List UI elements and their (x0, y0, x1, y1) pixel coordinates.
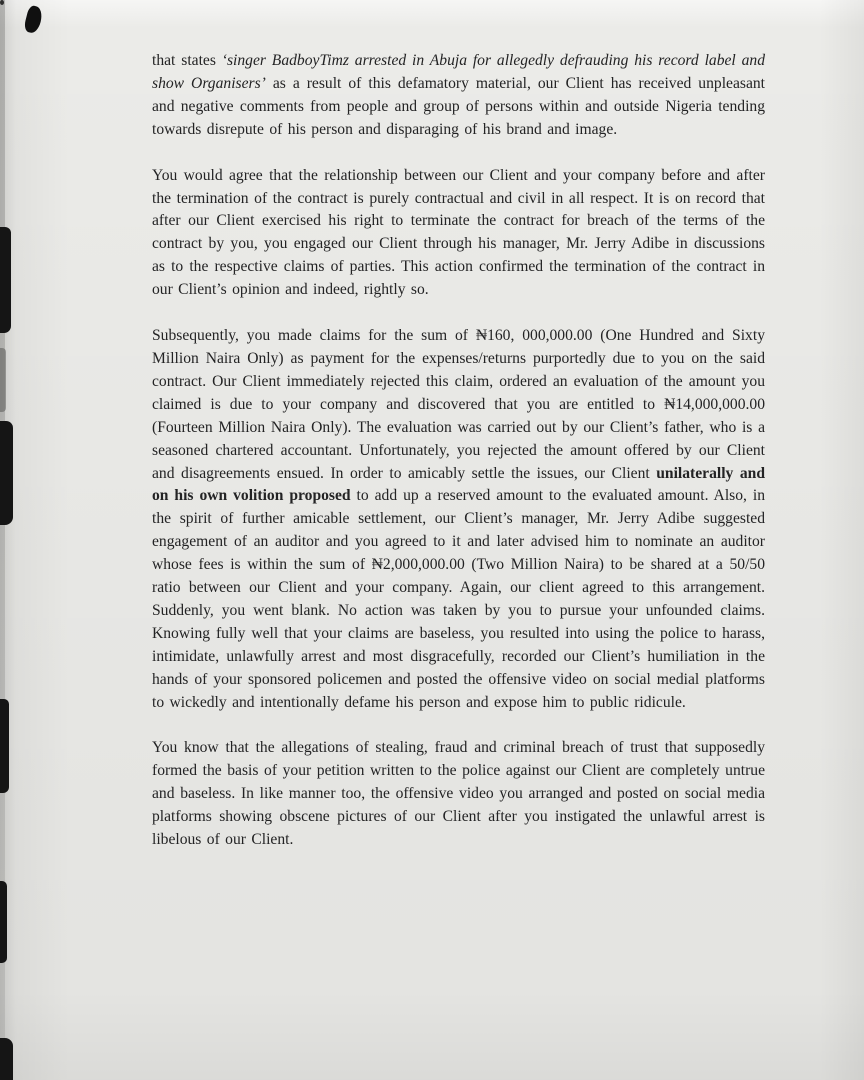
text-run-italic: ‘singer BadboyTimz arrested in Abuja for allegedly defrauding his record label and show Organisers’ (152, 52, 765, 92)
text-run-normal: that states (152, 52, 222, 69)
text-run-normal: to add up a reserved amount to the evaluated amount. Also, in the spirit of further amicable settlement, our Client’s manager, Mr. Jerry Adibe suggested engagement of an auditor and you agreed to it and later advised him to nominate an auditor whose fees is within the sum of ₦2,000,000.00 (Two Million Naira) to be shared at a 50/50 ratio between our Client and your company. Again, our client agreed to this arrangement. Suddenly, you went blank. No action was taken by you to pursue your unfounded claims. Knowing fully well that your claims are baseless, you resulted into using the police to harass, intimidate, unlawfully arrest and most disgracefully, recorded our Client’s humiliation in the hands of your sponsored policemen and posted the offensive video on social medial platforms to wickedly and intentionally defame his person and expose him to public ridicule. (152, 487, 765, 711)
text-run-bold: unilaterally and on his own volition proposed (152, 464, 765, 505)
text-run-normal: Subsequently, you made claims for the sum of ₦160, 000,000.00 (One Hundred and Sixty Million Naira Only) as payment for the expenses/returns purportedly due to you on the said contract. Our Client immediately rejected this claim, ordered an evaluation of the amount you claimed is due to your company and discovered that you are entitled to ₦14,000,000.00 (Fourteen Million Naira Only). The evaluation was carried out by our Client’s father, who is a seasoned chartered accountant. Unfortunately, you rejected the amount offered by our Client and disagreements ensued. In order to amicably settle the issues, our Client (152, 327, 765, 482)
scan-artifact-top-corner (23, 5, 44, 35)
scan-artifact-bottom-corner (0, 1038, 13, 1080)
document-body (152, 50, 765, 852)
paragraph-2 (152, 165, 765, 302)
text-run-normal: You know that the allegations of stealing, fraud and criminal breach of trust that supposedly formed the basis of your petition written to the police against our Client are completely untrue and baseless. In like manner too, the offensive video you arranged and posted on social media platforms showing obscene pictures of our Client after you instigated the unlawful arrest is libelous of our Client. (152, 739, 765, 849)
paragraph-4 (152, 737, 765, 852)
scan-artifact-bar (0, 227, 11, 333)
text-run-normal: as a result of this defamatory material, our Client has received unpleasant and negative comments from people and group of persons within and outside Nigeria tending towards disrepute of his person and disparaging of his brand and image. (152, 74, 765, 138)
scan-artifact-bar (0, 421, 13, 525)
scan-artifact-smudge (0, 348, 6, 412)
scan-artifact-bar (0, 699, 9, 793)
scan-artifact-bar (0, 881, 7, 963)
paragraph-1 (152, 50, 765, 142)
paragraph-3 (152, 325, 765, 714)
text-run-normal: You would agree that the relationship between our Client and your company before and after the termination of the contract is purely contractual and civil in all respect. It is on record that after our Client exercised his right to terminate the contract for breach of the terms of the contract by you, you engaged our Client through his manager, Mr. Jerry Adibe in discussions as to the respective claims of parties. This action confirmed the termination of the contract in our Client’s opinion and indeed, rightly so. (152, 166, 765, 299)
